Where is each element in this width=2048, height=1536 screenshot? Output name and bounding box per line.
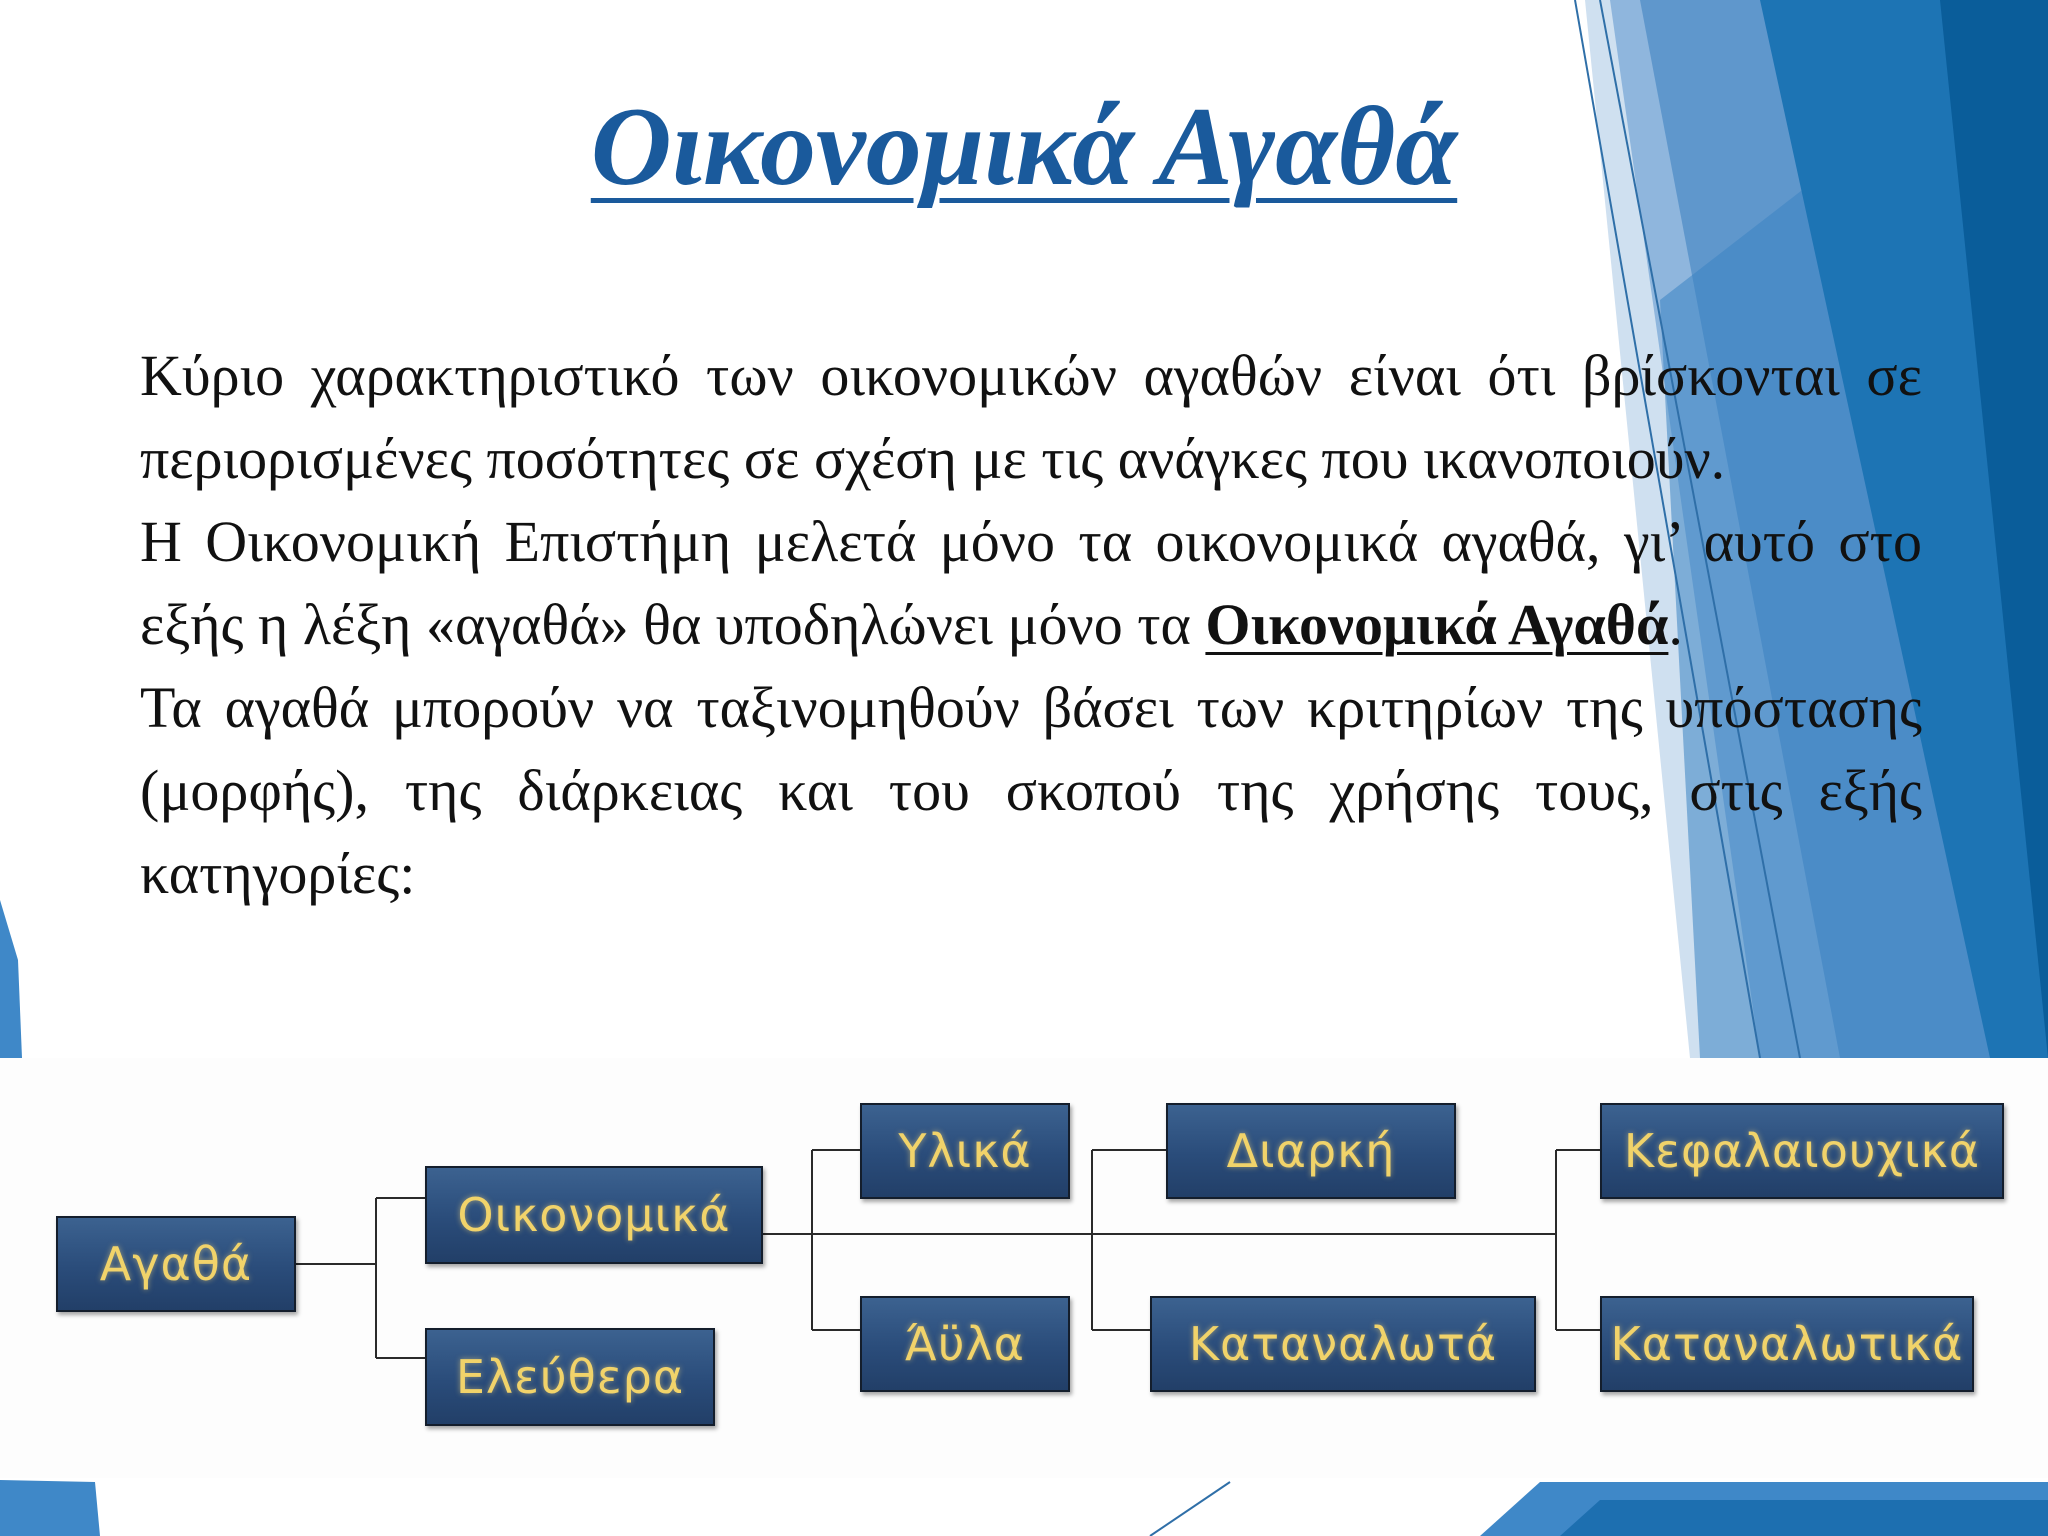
node-consumable-label: Καταναλωτά	[1188, 1317, 1498, 1371]
node-durable	[1166, 1103, 1456, 1199]
body-paragraph-2-text: Η Οικονομική Επιστήμη μελετά μόνο τα οικονομικά αγαθά, γι’ αυτό στο εξής η λέξη «αγαθά» θα υποδηλώνει μόνο τα	[140, 509, 1922, 657]
classification-diagram	[0, 1058, 2048, 1478]
node-economic-label: Οικονομικά	[457, 1188, 731, 1242]
node-free-label: Ελεύθερα	[455, 1350, 685, 1404]
node-consumer	[1600, 1296, 1974, 1392]
node-goods	[56, 1216, 296, 1312]
body-paragraph-2	[140, 500, 1922, 666]
node-capital-label: Κεφαλαιουχικά	[1623, 1124, 1981, 1178]
node-durable-label: Διαρκή	[1226, 1124, 1396, 1178]
node-goods-label: Αγαθά	[99, 1237, 253, 1291]
body-paragraph-3: Τα αγαθά μπορούν να ταξινομηθούν βάσει των κριτηρίων της υπόστασης (μορφής), της διάρκειας και του σκοπού της χρήσης τους, στις εξής κατηγορίες:	[140, 675, 1922, 906]
node-material	[860, 1103, 1070, 1199]
node-economic	[425, 1166, 763, 1264]
slide-body	[140, 334, 1922, 915]
node-consumable	[1150, 1296, 1536, 1392]
node-immaterial-label: Άϋλα	[904, 1317, 1025, 1371]
slide-title-text: Οικονομικά Αγαθά	[590, 85, 1458, 209]
node-material-label: Υλικά	[898, 1124, 1032, 1178]
body-paragraph-2-bold: Οικονομικά Αγαθά	[1205, 592, 1669, 657]
node-capital	[1600, 1103, 2004, 1199]
node-immaterial	[860, 1296, 1070, 1392]
node-free	[425, 1328, 715, 1426]
node-consumer-label: Καταναλωτικά	[1610, 1317, 1964, 1371]
body-paragraph-2-end: .	[1668, 592, 1683, 657]
slide-title	[0, 86, 2048, 209]
body-paragraph-1: Κύριο χαρακτηριστικό των οικονομικών αγαθών είναι ότι βρίσκονται σε περιορισμένες ποσότητες σε σχέση με τις ανάγκες που ικανοποιούν.	[140, 343, 1922, 491]
